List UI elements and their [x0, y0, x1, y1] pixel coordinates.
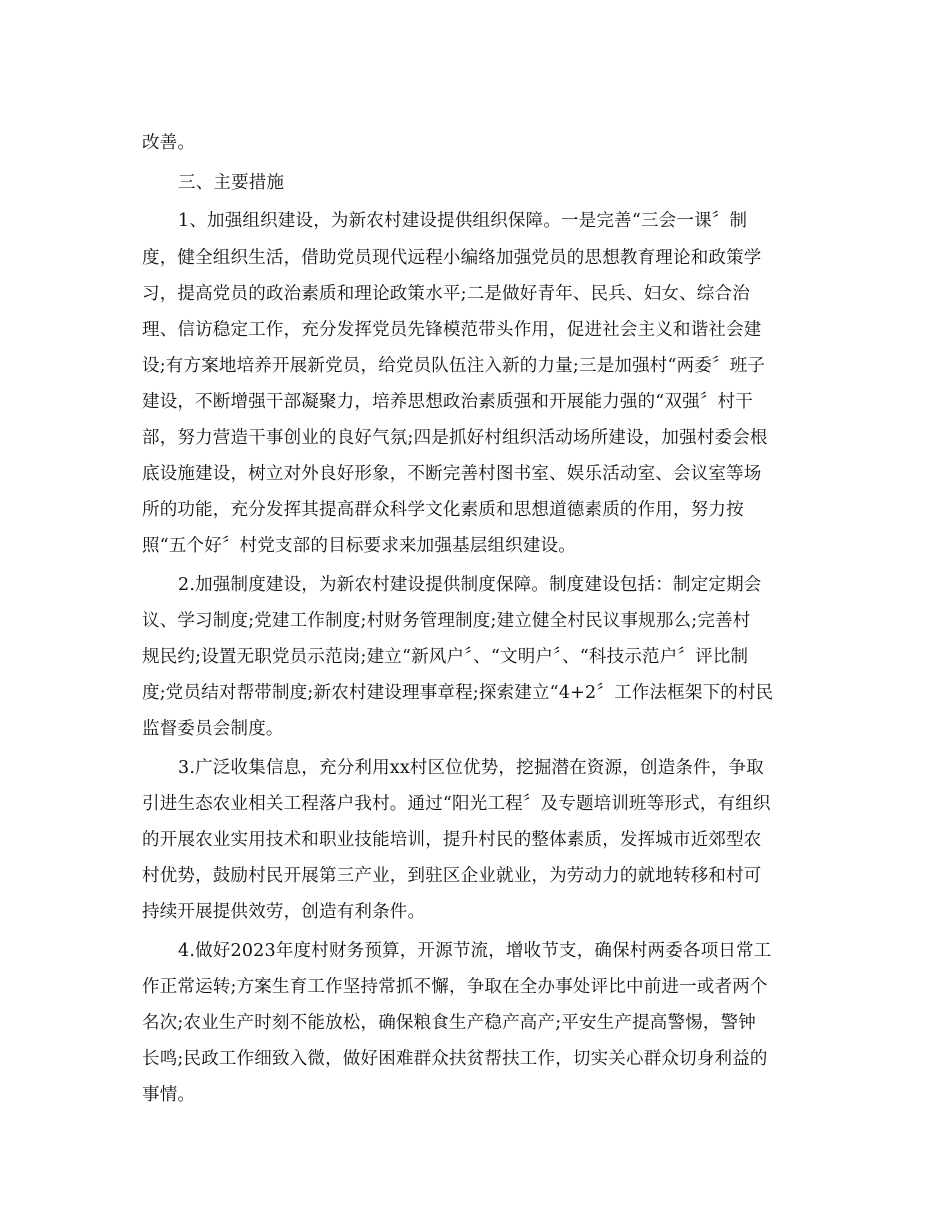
paragraph-intro-line-1: 改善。	[142, 133, 196, 153]
paragraph-4-line-2: 作正常运转;方案生育工作坚持常抓不懈，争取在全办事处评比中前进一或者两个	[142, 977, 768, 997]
paragraph-4-line-5: 事情。	[142, 1085, 196, 1105]
paragraph-2-line-5: 监督委员会制度。	[142, 719, 284, 739]
paragraph-4-line-4: 长鸣;民政工作细致入微，做好困难群众扶贫帮扶工作，切实关心群众切身利益的	[142, 1049, 768, 1069]
paragraph-4-line-1: 4.做好2023年度村财务预算，开源节流，增收节支，确保村两委各项日常工	[178, 941, 772, 961]
paragraph-1-line-1: 1、加强组织建设，为新农村建设提供组织保障。一是完善“三会一课〞制	[178, 211, 748, 231]
paragraph-2-line-2: 议、学习制度;党建工作制度;村财务管理制度;建立健全村民议事规那么;完善村	[142, 611, 751, 631]
paragraph-3-line-5: 持续开展提供效劳，创造有利条件。	[142, 902, 426, 922]
paragraph-3-line-2: 引进生态农业相关工程落户我村。通过“阳光工程〞及专题培训班等形式，有组织	[142, 794, 771, 814]
paragraph-3-line-1: 3.广泛收集信息，充分利用xx村区位优势，挖掘潜在资源，创造条件，争取	[178, 758, 764, 778]
section-heading: 三、主要措施	[178, 173, 285, 193]
paragraph-2-line-1: 2.加强制度建设，为新农村建设提供制度保障。制度建设包括：制定定期会	[178, 575, 762, 595]
paragraph-1-line-2: 度，健全组织生活，借助党员现代远程小编络加强党员的思想教育理论和政策学	[142, 248, 762, 268]
paragraph-1-line-6: 建设，不断增强干部凝聚力，培养思想政治素质强和开展能力强的“双强〞村干	[142, 392, 753, 412]
paragraph-1-line-8: 底设施建设，树立对外良好形象，不断完善村图书室、娱乐活动室、会议室等场	[142, 464, 762, 484]
paragraph-1-line-5: 设;有方案地培养开展新党员，给党员队伍注入新的力量;三是加强村“两委〞班子	[142, 356, 766, 376]
paragraph-3-line-3: 的开展农业实用技术和职业技能培训，提升村民的整体素质，发挥城市近郊型农	[142, 830, 762, 850]
paragraph-4-line-3: 名次;农业生产时刻不能放松，确保粮食生产稳产高产;平安生产提高警惕，警钟	[142, 1013, 756, 1033]
paragraph-1-line-9: 所的功能，充分发挥其提高群众科学文化素质和思想道德素质的作用，努力按	[142, 500, 744, 520]
paragraph-1-line-3: 习，提高党员的政治素质和理论政策水平;二是做好青年、民兵、妇女、综合治	[142, 284, 750, 304]
paragraph-1-line-10: 照“五个好〞村党支部的目标要求来加强基层组织建设。	[142, 536, 576, 556]
paragraph-2-line-4: 度;党员结对帮带制度;新农村建设理事章程;探索建立“4+2〞工作法框架下的村民	[142, 683, 774, 703]
paragraph-1-line-4: 理、信访稳定工作，充分发挥党员先锋模范带头作用，促进社会主义和谐社会建	[142, 320, 762, 340]
paragraph-2-line-3: 规民约;设置无职党员示范岗;建立“新风户〞、“文明户〞、“科技示范户〞评比制	[142, 647, 749, 667]
paragraph-1-line-7: 部，努力营造干事创业的良好气氛;四是抓好村组织活动场所建设，加强村委会根	[142, 428, 768, 448]
paragraph-3-line-4: 村优势，鼓励村民开展第三产业，到驻区企业就业，为劳动力的就地转移和村可	[142, 866, 762, 886]
